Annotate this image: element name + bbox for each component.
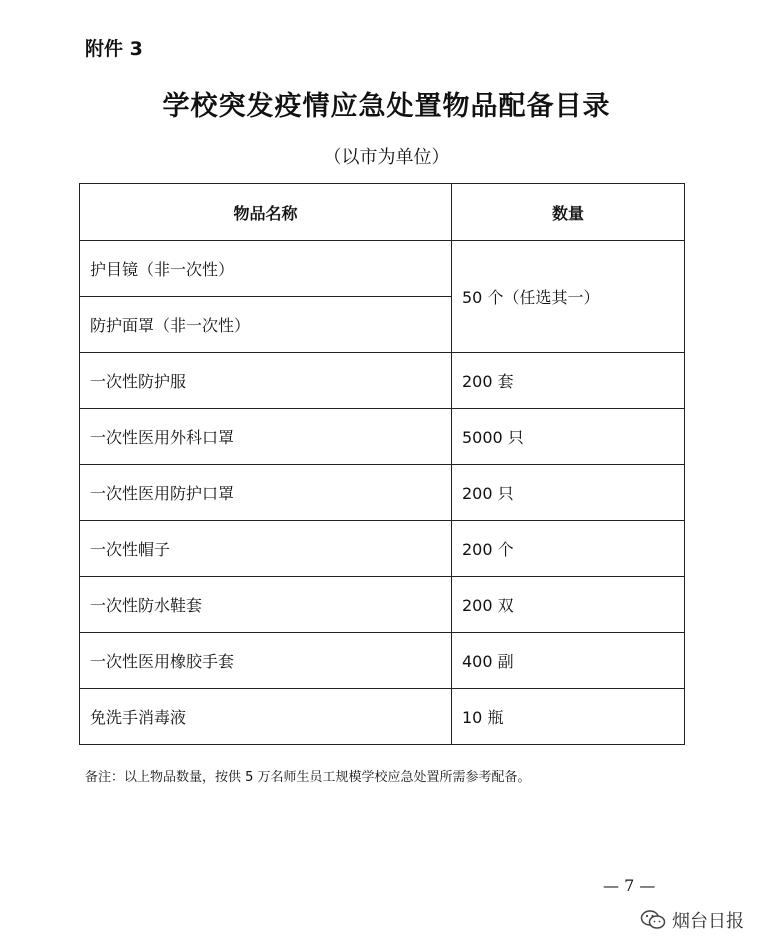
item-quantity: 200 个 xyxy=(452,521,685,577)
attachment-label: 附件 3 xyxy=(85,38,143,60)
item-quantity: 10 瓶 xyxy=(452,689,685,745)
item-name: 一次性防护服 xyxy=(80,353,452,409)
column-header-name: 物品名称 xyxy=(80,184,452,241)
watermark xyxy=(640,907,744,933)
document-subtitle: （以市为单位） xyxy=(323,147,450,168)
item-name: 防护面罩（非一次性） xyxy=(80,297,452,353)
table-row xyxy=(80,465,685,521)
item-quantity: 400 副 xyxy=(452,633,685,689)
item-quantity: 200 只 xyxy=(452,465,685,521)
item-quantity: 200 双 xyxy=(452,577,685,633)
item-name: 一次性帽子 xyxy=(80,521,452,577)
table-row xyxy=(80,633,685,689)
column-header-quantity: 数量 xyxy=(452,184,685,241)
document-title: 学校突发疫情应急处置物品配备目录 xyxy=(162,91,611,122)
item-name: 一次性医用防护口罩 xyxy=(80,465,452,521)
item-name: 一次性医用橡胶手套 xyxy=(80,633,452,689)
table-header-row xyxy=(80,184,685,241)
table-row xyxy=(80,353,685,409)
item-quantity: 5000 只 xyxy=(452,409,685,465)
table-row xyxy=(80,409,685,465)
item-name: 一次性防水鞋套 xyxy=(80,577,452,633)
page-number: — 7 — xyxy=(603,876,656,895)
table-row xyxy=(80,521,685,577)
item-name: 一次性医用外科口罩 xyxy=(80,409,452,465)
supplies-table xyxy=(79,183,685,745)
table-row xyxy=(80,577,685,633)
item-quantity: 50 个（任选其一） xyxy=(452,241,685,353)
item-name: 护目镜（非一次性） xyxy=(80,241,452,297)
footnote: 备注：以上物品数量，按供 5 万名师生员工规模学校应急处置所需参考配备。 xyxy=(85,770,531,785)
table-row xyxy=(80,241,685,297)
table-row xyxy=(80,689,685,745)
wechat-icon xyxy=(640,909,666,931)
item-name: 免洗手消毒液 xyxy=(80,689,452,745)
item-quantity: 200 套 xyxy=(452,353,685,409)
watermark-text: 烟台日报 xyxy=(672,911,744,932)
